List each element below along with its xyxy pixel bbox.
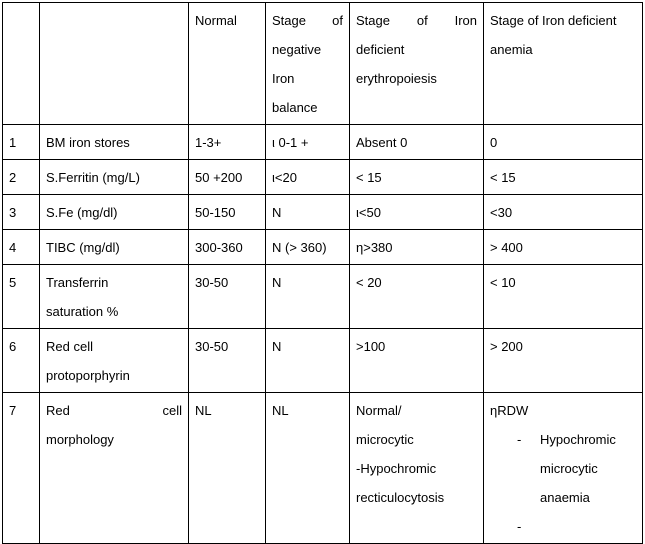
row-parameter: S.Ferritin (mg/L) <box>40 160 189 195</box>
table-row <box>3 265 643 329</box>
row-erythropoiesis: < 20 <box>350 265 484 329</box>
bullet-line: anaemia <box>540 490 590 505</box>
row-erythropoiesis <box>350 393 484 544</box>
row-erythropoiesis: Absent 0 <box>350 125 484 160</box>
row-negative-balance: N <box>266 329 350 393</box>
bullet-line: microcytic <box>540 461 598 476</box>
row-negative-balance: ι<20 <box>266 160 350 195</box>
row-normal: 50 +200 <box>189 160 266 195</box>
row-negative-balance: ι 0-1 + <box>266 125 350 160</box>
row-anemia: > 400 <box>484 230 643 265</box>
header-line: Stage of Iron deficient <box>490 13 617 28</box>
header-normal: Normal <box>189 3 266 125</box>
table-header-row <box>3 3 643 125</box>
row-erythropoiesis: ι<50 <box>350 195 484 230</box>
header-line: balance <box>272 100 318 115</box>
row-number: 4 <box>3 230 40 265</box>
row-negative-balance: N <box>266 195 350 230</box>
row-erythropoiesis: η>380 <box>350 230 484 265</box>
header-line: deficient <box>356 42 405 57</box>
row-anemia: < 10 <box>484 265 643 329</box>
header-line: Iron <box>272 71 295 86</box>
bullet-line: Hypochromic <box>540 432 616 447</box>
row-anemia: <30 <box>484 195 643 230</box>
row-normal: 30-50 <box>189 265 266 329</box>
table-row <box>3 160 643 195</box>
table-row <box>3 329 643 393</box>
row-erythropoiesis-line: Normal/ <box>356 403 402 418</box>
row-anemia <box>484 393 643 544</box>
row-parameter-line: saturation % <box>46 304 119 319</box>
row-parameter: BM iron stores <box>40 125 189 160</box>
row-parameter <box>40 393 189 544</box>
row-parameter: S.Fe (mg/dl) <box>40 195 189 230</box>
row-number: 2 <box>3 160 40 195</box>
row-parameter-line: Red cell <box>46 403 182 418</box>
header-stage-erythropoiesis <box>350 3 484 125</box>
row-normal: 300-360 <box>189 230 266 265</box>
header-line: Stage of <box>272 13 343 28</box>
row-number: 3 <box>3 195 40 230</box>
header-line: Stage of Iron <box>356 13 477 28</box>
row-normal: 30-50 <box>189 329 266 393</box>
dash-bullet: - <box>517 432 522 447</box>
header-stage-anemia <box>484 3 643 125</box>
row-negative-balance: N (> 360) <box>266 230 350 265</box>
row-erythropoiesis-line: recticulocytosis <box>356 490 445 505</box>
row-parameter-line: Transferrin <box>46 275 109 290</box>
row-parameter-line: Red cell <box>46 339 93 354</box>
row-number: 1 <box>3 125 40 160</box>
row-normal: NL <box>189 393 266 544</box>
table-row <box>3 125 643 160</box>
header-line: negative <box>272 42 322 57</box>
row-normal: 50-150 <box>189 195 266 230</box>
row-parameter-line: protoporphyrin <box>46 368 130 383</box>
row-parameter <box>40 265 189 329</box>
row-parameter: TIBC (mg/dl) <box>40 230 189 265</box>
row-erythropoiesis-line: microcytic <box>356 432 414 447</box>
header-number-cell <box>3 3 40 125</box>
table-row <box>3 393 643 544</box>
row-anemia: < 15 <box>484 160 643 195</box>
row-parameter-line: morphology <box>46 432 114 447</box>
list-item <box>490 512 636 541</box>
row-number: 7 <box>3 393 40 544</box>
header-parameter-cell <box>40 3 189 125</box>
anemia-bullet-list <box>490 425 636 541</box>
dash-bullet: - <box>517 519 522 534</box>
row-number: 5 <box>3 265 40 329</box>
row-normal: 1-3+ <box>189 125 266 160</box>
table-row <box>3 230 643 265</box>
row-anemia-line: ηRDW <box>490 403 529 418</box>
row-erythropoiesis: < 15 <box>350 160 484 195</box>
row-erythropoiesis: >100 <box>350 329 484 393</box>
iron-deficiency-stages-table <box>2 2 643 544</box>
row-negative-balance: N <box>266 265 350 329</box>
row-negative-balance: NL <box>266 393 350 544</box>
bullet-line <box>540 512 636 541</box>
row-anemia: 0 <box>484 125 643 160</box>
row-number: 6 <box>3 329 40 393</box>
row-parameter <box>40 329 189 393</box>
list-item <box>490 425 636 512</box>
row-anemia: > 200 <box>484 329 643 393</box>
header-line: anemia <box>490 42 533 57</box>
table-row <box>3 195 643 230</box>
row-erythropoiesis-line: -Hypochromic <box>356 461 437 476</box>
header-line: erythropoiesis <box>356 71 437 86</box>
header-stage-negative <box>266 3 350 125</box>
